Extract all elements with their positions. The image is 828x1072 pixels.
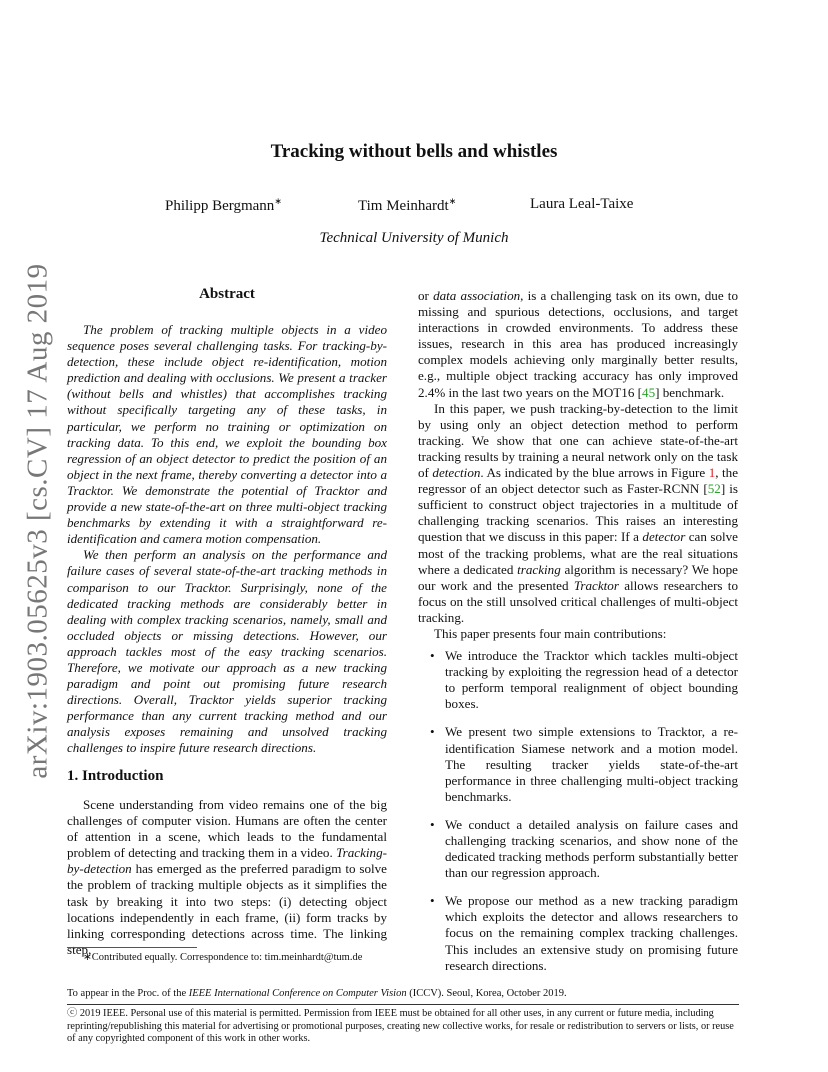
text-run: or [418, 288, 434, 303]
abstract-heading: Abstract [199, 286, 255, 302]
right-paragraph-2 [418, 401, 738, 626]
author-2 [358, 196, 456, 215]
author-3 [530, 196, 633, 213]
text-run: allows researchers to focus on the still unsolved critical challenges of multi-object tracking. [418, 577, 738, 625]
list-item [418, 893, 738, 973]
arxiv-stamp-text: arXiv:1903.05625v3 [cs.CV] 17 Aug 2019 [21, 263, 54, 779]
text-run: (ICCV). Seoul, Korea, October 2019. [406, 988, 567, 999]
affiliation: Technical University of Munich [319, 230, 509, 246]
list-item [418, 724, 738, 804]
author-mark: ∗ [448, 196, 457, 206]
intro-paragraph-1 [67, 797, 387, 958]
author-name: Laura Leal-Taixe [530, 196, 634, 212]
footnote-rule [67, 947, 197, 948]
list-item-text: We conduct a detailed analysis on failure cases and challenging tracking scenarios, and show none of the dedicated tracking methods perform substantially better than our regression approach. [445, 816, 738, 881]
abstract-body [67, 322, 387, 757]
list-item-text: We introduce the Tracktor which tackles multi-object tracking by exploiting the regression head of a detector to perform temporal realignment of object bounding boxes. [445, 648, 738, 712]
text-run: ] is sufficient to construct object trajectories in a multitude of challenging tracking scenarios. This raises an interesting question that we discuss in this paper: If a [418, 481, 738, 545]
contributions-list [418, 648, 738, 974]
figure-link[interactable]: 1 [708, 465, 716, 481]
list-item-text: We present two simple extensions to Tracktor, a re-identification Siamese network and a motion model. The resulting tracker yields state-of-the-art performance in three challenging multi-object tracking benchmarks. [445, 724, 738, 804]
author-name: Philipp Bergmann [165, 198, 275, 214]
section-heading-introduction: 1. Introduction [67, 768, 164, 784]
abstract-paragraph-2: We then perform an analysis on the performance and failure cases of several state-of-the-art tracking methods in comparison to our Tracktor. Surprisingly, none of the dedicated tracking methods are considerably better in dealing with complex tracking scenarios, namely, small and occluded objects or missing detections. However, our approach tackles most of the easy tracking scenarios. Therefore, we motivate our approach as a new tracking paradigm and point out promising future research directions. Overall, Tracktor yields superior tracking performance than any current tracking method and our analysis exposes remaining and unsolved tracking challenges to inspire future research directions. [67, 547, 387, 756]
list-item-text: We propose our method as a new tracking paradigm which exploits the detector and allows researchers to focus on the remaining complex tracking challenges. This includes an extensive study on promising future research directions. [445, 893, 738, 973]
text-run: has emerged as the preferred paradigm to solve the problem of tracking multiple objects as it simplifies the task by breaking it into two steps: (i) detecting object locations independently in each frame, (ii) form tracks by linking corresponding detections across time. The linking step, [67, 861, 387, 957]
right-column [418, 288, 738, 986]
emphasis-text: IEEE International Conference on Computer Vision [188, 988, 407, 999]
right-paragraph-3: This paper presents four main contributions: [434, 625, 667, 641]
abstract-paragraph-1: The problem of tracking multiple objects in a video sequence poses several challenging tasks. For tracking-by-detection, these include object re-identification, motion prediction and dealing with occlusions. We present a tracker (without bells and whistles) that accomplishes tracking without specifically targeting any of these tasks, in particular, we perform no training or optimization on tracking data. To this end, we exploit the bounding box regression of an object detector to predict the position of an object in the next frame, thereby converting a detector into a Tracktor. We demonstrate the potential of Tracktor and provide a new state-of-the-art on three multi-object tracking benchmarks by extending it with a straightforward re-identification and camera motion compensation. [67, 322, 387, 547]
bullet-icon: • [430, 724, 435, 740]
text-run: , is a challenging task on its own, due to missing and spurious detections, occlusions, and target interactions in crowded environments. To address these issues, research in this area has produced increasingly complex models achieving only marginally better results, e.g., multiple object tracking accuracy has only improved 2.4% in the last two years on the MOT16 [ [418, 288, 738, 400]
publication-note [67, 988, 747, 999]
paper-title: Tracking without bells and whistles [270, 141, 558, 162]
bullet-icon: • [430, 648, 435, 664]
text-run: Scene understanding from video remains one of the big challenges of computer vision. Humans are often the center of attention in a scene, which leads to the fundamental problem of detecting and tracking them in a video. [67, 797, 387, 861]
text-run: can solve most of the tracking problems, what are the real situations where a dedicated [418, 529, 738, 577]
text-run: To appear in the Proc. of the [67, 988, 189, 999]
text-run: algorithm is necessary? We hope our work and the presented [418, 561, 738, 593]
emphasis-text: Tracking-by-detection [67, 845, 387, 877]
introduction-body [67, 797, 387, 958]
copyright-notice: ⓒ 2019 IEEE. Personal use of this material is permitted. Permission from IEEE must be obtained for all other uses, in any current or future media, including reprinting/republishing this material for advertising or promotional purposes, creating new collective works, for resale or redistribution to servers or lists, or reuse of any copyrighted component of this work in other works. [67, 1008, 734, 1044]
emphasis-text: data association [433, 288, 521, 303]
text-run: . As indicated by the blue arrows in Figure [480, 465, 709, 481]
emphasis-text: detector [642, 529, 686, 545]
copyright-rule [67, 1004, 739, 1005]
footnote: ∗Contributed equally. Correspondence to: tim.meinhardt@tum.de [83, 952, 363, 963]
text-run: ] benchmark. [655, 384, 725, 400]
list-item [418, 817, 738, 881]
emphasis-text: tracking [517, 561, 561, 577]
right-paragraph-1 [418, 288, 738, 401]
text-run: , the regressor of an object detector such as Faster-RCNN [ [418, 465, 739, 497]
citation-link[interactable]: 45 [642, 384, 656, 400]
bullet-icon: • [430, 816, 435, 832]
text-run: In this paper, we push tracking-by-detection to the limit by using only an object detection method to perform tracking. We show that one can achieve state-of-the-art tracking results by training a neural network only on the task of [418, 400, 738, 481]
bullet-icon: • [430, 893, 435, 909]
emphasis-text: detection [432, 465, 481, 481]
citation-link[interactable]: 52 [707, 481, 721, 497]
emphasis-text: Tracktor [573, 577, 619, 593]
list-item [418, 648, 738, 712]
author-1 [165, 196, 282, 215]
author-name: Tim Meinhardt [358, 198, 449, 214]
author-mark: ∗ [274, 196, 282, 206]
